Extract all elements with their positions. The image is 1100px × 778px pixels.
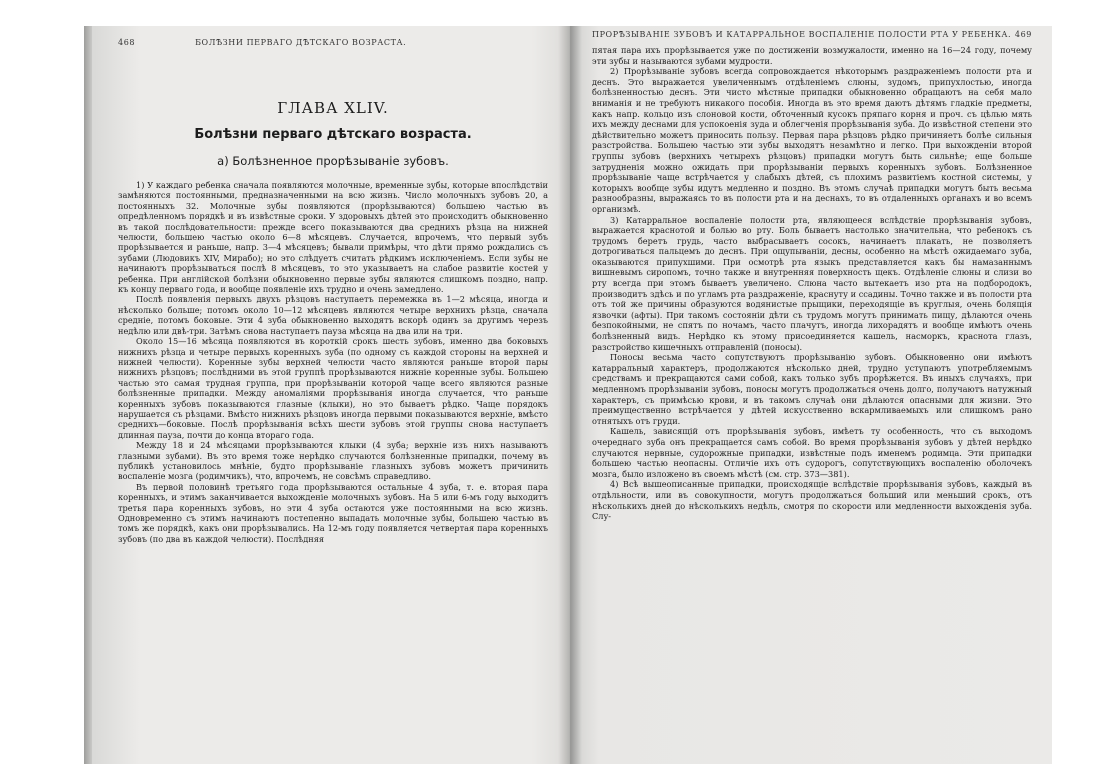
section-title: а) Болѣзненное прорѣзываніе зубовъ.	[217, 154, 449, 168]
paragraph: Между 18 и 24 мѣсяцами прорѣзываются клыки (4 зуба; верхніе изъ нихъ называютъ глазными зубами). Въ это время тоже нерѣдко случаются болѣзненные припадки, почему въ публикѣ установилось мнѣніе, будто прорѣзываніе глазныхъ зубовъ можетъ причинить воспаленіе мозга (родимчикъ), что, впрочемъ, не совсѣмъ справедливо.	[118, 440, 548, 482]
paragraph: 1) У каждаго ребенка сначала появляются молочные, временные зубы, которые впослѣдствіи замѣняются постоянными, предназначенными на всю жизнь. Число молочныхъ зубовъ 20, а постоянныхъ 32. Молочные зубы появляются (прорѣзываются) большею частью въ опредѣленномъ порядкѣ и въ извѣстные сроки. У здоровыхъ дѣтей это происходитъ обыкновенно въ такой послѣдовательности: прежде всего показываются два среднихъ рѣзца на нижней челюсти, большею частью около 6—8 мѣсяцевъ. Случается, впрочемъ, что первый зубъ прорѣзывается и раньше, напр. 3—4 мѣсяцевъ; бывали примѣры, что дѣти прямо рождались съ зубами (Людовикъ XIV, Мирабо); но это слѣдуетъ считать рѣдкимъ исключеніемъ. Если зубы не начинаютъ прорѣзываться послѣ 8 мѣсяцевъ, то это указываетъ на слабое развитіе костей у ребенка. При англійской болѣзни обыкновенно первые зубы являются слишкомъ поздно, напр. къ концу перваго года, и вообще появленіе ихъ трудно и очень замедлено.	[118, 180, 548, 295]
right-page	[570, 26, 1052, 764]
right-body-text	[592, 45, 1032, 522]
chapter-heading: ГЛАВА XLIV.	[277, 99, 389, 117]
running-head-title: ПРОРѢЗЫВАНІЕ ЗУБОВЪ И КАТАРРАЛЬНОЕ ВОСПАЛЕНІЕ ПОЛОСТИ РТА У РЕБЕНКА.	[592, 30, 1012, 39]
paragraph: 3) Катарральное воспаленіе полости рта, являющееся вслѣдствіе прорѣзыванія зубовъ, выражается краснотой и болью во рту. Боль бываетъ настолько значительна, что ребенокъ съ трудомъ беретъ грудь, часто выбрасываетъ сосокъ, начинаетъ плакать, не позволяетъ дотрогиваться пальцемъ до деснъ. При ощупываніи, десны, особенно на мѣстѣ ожидаемаго зуба, оказываются припухшими. При осмотрѣ рта языкъ представляется какъ бы намазаннымъ вишневымъ сиропомъ, точно также и внутренняя поверхность щекъ. Отдѣленіе слюны и слизи во рту всегда при этомъ бываетъ увеличено. Слюна часто вытекаетъ изо рта на подбородокъ, производитъ здѣсь и по угламъ рта раздраженіе, краснуту и ссадины. Точно также и въ полости рта отъ той же причины образуются водянистые прыщики, переходящіе въ круглыя, очень болящія язвочки (афты). При такомъ состояніи дѣти съ трудомъ могутъ принимать пищу, дѣлаются очень безпокойными, не спятъ по ночамъ, часто плачутъ, иногда лихорадятъ и вообще имѣютъ очень болѣзненный видъ. Нерѣдко къ этому присоединяется кашель, насморкъ, краснота глазъ, разстройство кишечныхъ отправленій (поносы).	[592, 214, 1032, 352]
paragraph: Около 15—16 мѣсяца появляются въ короткій срокъ шесть зубовъ, именно два боковыхъ нижнихъ рѣзца и четыре первыхъ коренныхъ зуба (по одному съ каждой стороны на верхней и нижней челюсти). Коренные зубы верхней челюсти часто являются раньше второй пары нижнихъ рѣзцовъ; послѣдними въ этой группѣ прорѣзываются нижніе коренные зубы. Большею частью это самая трудная группа, при прорѣзываніи которой чаще всего являются разные болѣзненные припадки. Между аномаліями прорѣзыванія иногда случается, что раньше коренныхъ зубовъ показываются глазные (клыки), но это бываетъ рѣдко. Чаще порядокъ нарушается съ рѣзцами. Вмѣсто нижнихъ рѣзцовъ иногда первыми показываются верхніе, вмѣсто среднихъ—боковые. Послѣ прорѣзыванія всѣхъ шести зубовъ этой группы снова наступаетъ длинная пауза, почти до конца втораго года.	[118, 336, 548, 440]
page-number: 468	[118, 38, 136, 47]
paragraph: 2) Прорѣзываніе зубовъ всегда сопровождается нѣкоторымъ раздраженіемъ полости рта и деснъ. Это выражается увеличеннымъ отдѣленіемъ слюны, зудомъ, припухлостью, иногда болѣзненностью деснъ. Эти чисто мѣстные припадки обыкновенно обращаютъ на себя мало вниманія и не требуютъ никакого пособія. Иногда въ это время даютъ дѣтямъ гладкіе предметы, какъ напр. кольцо изъ слоновой кости, обточенный кусокъ пряпаго корня и проч. съ цѣлью мять ихъ между деснами для успокоенія зуда и облегченія прорѣзыванія зуба. До извѣстной степени это дѣйствительно можетъ приносить пользу. Первая пара рѣзцовъ рѣдко причиняетъ болѣе сильныя разстройства. Большею частью эти зубы выходятъ незамѣтно и легко. При выхожденіи второй группы зубовъ (верхнихъ четырехъ рѣзцовъ) припадки могутъ быть сильнѣе; еще больше затрудненія можно ожидать при прорѣзываніи первыхъ коренныхъ зубовъ. Болѣзненное прорѣзываніе чаще встрѣчается у слабыхъ дѣтей, съ плохимъ развитіемъ костной системы, у которыхъ вообще зубы идутъ медленно и поздно. Въ этомъ случаѣ припадки могутъ быть весьма разнообразны, выражаясь то въ полости рта и на деснахъ, то въ отдаленныхъ органахъ и во всемъ организмѣ.	[592, 66, 1032, 214]
chapter-title: Болѣзни перваго дѣтскаго возраста.	[194, 127, 472, 142]
left-page	[92, 26, 570, 764]
paragraph: Кашель, зависящій отъ прорѣзыванія зубовъ, имѣетъ ту особенность, что съ выходомъ очереднаго зуба онъ прекращается самъ собой. Во время прорѣзыванія зубовъ у дѣтей нерѣдко случаются нервные, судорожные припадки, извѣстные подъ именемъ родимца. Эти припадки большею частью неопасны. Отличіе ихъ отъ судорогъ, сопутствующихъ воспаленію оболочекъ мозга, было изложено въ своемъ мѣстѣ (см. стр. 373—381).	[592, 426, 1032, 479]
paragraph: Послѣ появленія первыхъ двухъ рѣзцовъ наступаетъ перемежка въ 1—2 мѣсяца, иногда и нѣсколько больше; потомъ около 10—12 мѣсяцевъ являются четыре верхнихъ рѣзца, сначала средніе, потомъ боковые. Эти 4 зуба обыкновенно выходятъ вскорѣ одинъ за другимъ черезъ недѣлю или двѣ-три. Затѣмъ снова наступаетъ пауза мѣсяца на два или на три.	[118, 294, 548, 336]
paragraph: Поносы весьма часто сопутствуютъ прорѣзыванію зубовъ. Обыкновенно они имѣютъ катарральный характеръ, продолжаются нѣсколько дней, трудно уступаютъ употребляемымъ средствамъ и прекращаются сами собой, какъ только зубъ прорѣжется. Въ иныхъ случаяхъ, при медленномъ прорѣзываніи зубовъ, поносы могутъ продолжаться очень долго, получаютъ натужный характеръ, съ примѣсью крови, и въ такомъ случаѣ они дѣлаются опасными для жизни. Это преимущественно встрѣчается у дѣтей искусственно вскармливаемыхъ или слишкомъ рано отнятыхъ отъ груди.	[592, 352, 1032, 426]
left-running-head	[118, 38, 548, 47]
paragraph: пятая пара ихъ прорѣзывается уже по достиженіи возмужалости, именно на 16—24 году, почему эти зубы и называются зубами мудрости.	[592, 45, 1032, 66]
paragraph: Въ первой половинѣ третьяго года прорѣзываются остальные 4 зуба, т. е. вторая пара коренныхъ, и этимъ заканчивается выхожденіе молочныхъ зубовъ. На 5 или 6-мъ году выходитъ третья пара коренныхъ зубовъ, но эти 4 зуба остаются уже постоянными на всю жизнь. Одновременно съ этимъ начинаютъ постепенно выпадать молочные зубы, большею частью въ томъ же порядкѣ, какъ они прорѣзывались. На 12-мъ году появляется четвертая пара коренныхъ зубовъ (по два въ каждой челюсти). Послѣдняя	[118, 481, 548, 544]
paragraph: 4) Всѣ вышеописанные припадки, происходящіе вслѣдствіе прорѣзыванія зубовъ, каждый въ отдѣльности, или въ совокупности, могутъ продолжаться больший или меньший срокъ, отъ нѣсколькихъ дней до нѣсколькихъ недѣль, смотря по скорости или медленности выхожденія зуба. Слу-	[592, 479, 1032, 522]
running-head-title: БОЛѢЗНИ ПЕРВАГО ДѢТСКАГО ВОЗРАСТА.	[195, 38, 407, 47]
left-body-text	[118, 180, 548, 544]
right-running-head	[592, 30, 1032, 39]
page-number: 469	[1014, 30, 1032, 39]
